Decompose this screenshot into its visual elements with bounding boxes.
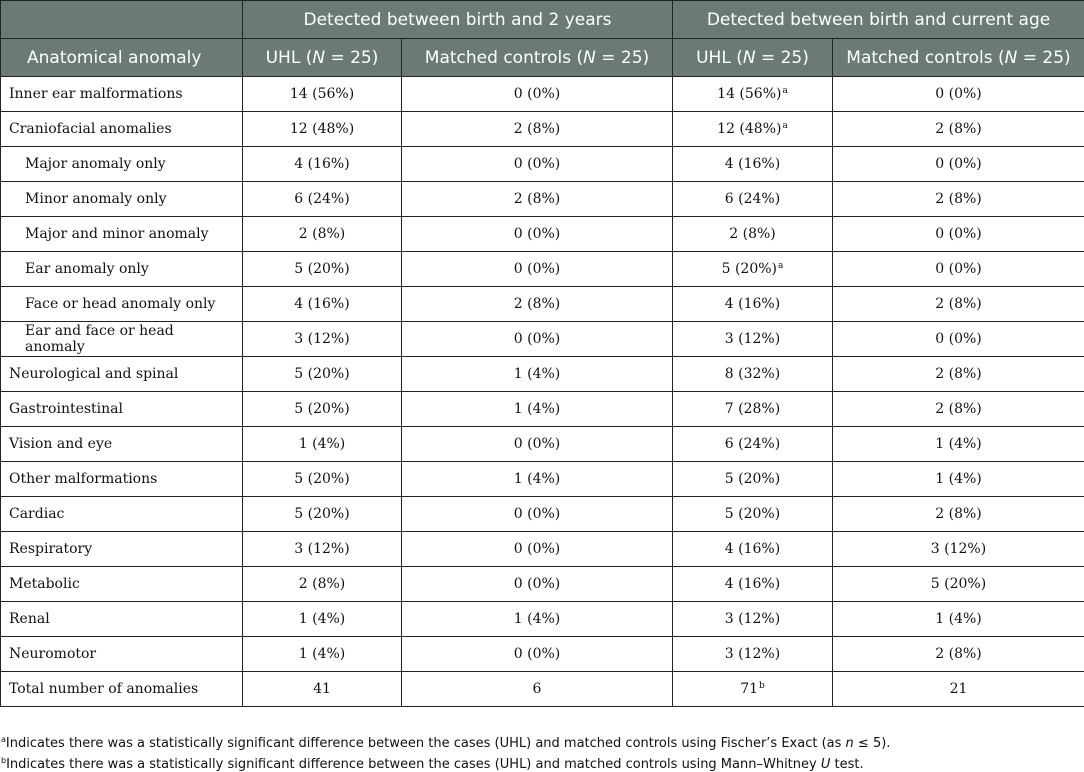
row-label: Renal — [1, 602, 243, 637]
row-label: Major anomaly only — [1, 147, 243, 182]
cell-uhl-current-age: 5 $(20\%)^a$ — [673, 252, 833, 287]
cell-uhl-2-years: 1 (4%) — [243, 637, 402, 672]
cell-uhl-current-age: 3 (12%) — [673, 322, 833, 357]
cell-uhl-2-years: 5 (20%) — [243, 392, 402, 427]
header-group-current-age: Detected between birth and current age — [673, 1, 1084, 39]
cell-uhl-current-age: 12 $(48\%)^a$ — [673, 112, 833, 147]
table-row — [1, 672, 1084, 707]
cell-uhl-2-years: 41 — [243, 672, 402, 707]
cell-controls-2-years: 2 (8%) — [402, 112, 673, 147]
cell-controls-current-age: 5 (20%) — [833, 567, 1084, 602]
table-row — [1, 252, 1084, 287]
header-uhl-2: UHL (N = 25) — [673, 39, 833, 77]
cell-controls-2-years: 0 (0%) — [402, 497, 673, 532]
footnote-marker: a — [778, 261, 784, 271]
cell-uhl-current-age: 3 (12%) — [673, 602, 833, 637]
table-row — [1, 112, 1084, 147]
footnote-marker: b — [759, 681, 765, 691]
cell-uhl-current-age: 71$^b$ — [673, 672, 833, 707]
row-label: Minor anomaly only — [1, 182, 243, 217]
row-label: Total number of anomalies — [1, 672, 243, 707]
cell-uhl-current-age: 4 (16%) — [673, 567, 833, 602]
row-label: Major and minor anomaly — [1, 217, 243, 252]
cell-controls-2-years: 0 (0%) — [402, 637, 673, 672]
row-label: Face or head anomaly only — [1, 287, 243, 322]
row-label: Gastrointestinal — [1, 392, 243, 427]
table-row — [1, 392, 1084, 427]
row-label: Ear and face or head anomaly — [1, 322, 243, 357]
cell-uhl-2-years: 6 (24%) — [243, 182, 402, 217]
cell-controls-current-age: 0 (0%) — [833, 217, 1084, 252]
cell-controls-2-years: 0 (0%) — [402, 252, 673, 287]
row-label: Respiratory — [1, 532, 243, 567]
cell-uhl-2-years: 5 (20%) — [243, 252, 402, 287]
cell-controls-current-age: 1 (4%) — [833, 427, 1084, 462]
cell-controls-current-age: 0 (0%) — [833, 252, 1084, 287]
cell-controls-2-years: 2 (8%) — [402, 287, 673, 322]
row-label: Craniofacial anomalies — [1, 112, 243, 147]
cell-uhl-current-age: 14 $(56\%)^a$ — [673, 77, 833, 112]
cell-uhl-current-age: 3 (12%) — [673, 637, 833, 672]
cell-controls-current-age: 1 (4%) — [833, 602, 1084, 637]
header-uhl-1: UHL (N = 25) — [243, 39, 402, 77]
cell-uhl-2-years: 5 (20%) — [243, 357, 402, 392]
table-row — [1, 427, 1084, 462]
table-row — [1, 462, 1084, 497]
cell-controls-2-years: 0 (0%) — [402, 427, 673, 462]
cell-controls-2-years: 0 (0%) — [402, 567, 673, 602]
row-label: Metabolic — [1, 567, 243, 602]
cell-uhl-2-years: 5 (20%) — [243, 497, 402, 532]
table-row — [1, 217, 1084, 252]
row-label: Vision and eye — [1, 427, 243, 462]
row-label: Inner ear malformations — [1, 77, 243, 112]
cell-controls-2-years: 1 (4%) — [402, 392, 673, 427]
cell-controls-2-years: 6 — [402, 672, 673, 707]
cell-controls-2-years: 0 (0%) — [402, 77, 673, 112]
table-row — [1, 322, 1084, 357]
cell-uhl-2-years: 14 (56%) — [243, 77, 402, 112]
row-label: Neuromotor — [1, 637, 243, 672]
cell-controls-2-years: 0 (0%) — [402, 147, 673, 182]
cell-controls-current-age: 1 (4%) — [833, 462, 1084, 497]
cell-uhl-current-age: 6 (24%) — [673, 427, 833, 462]
cell-controls-current-age: 21 — [833, 672, 1084, 707]
cell-controls-current-age: 2 (8%) — [833, 287, 1084, 322]
table-body — [1, 77, 1084, 707]
cell-uhl-2-years: 5 (20%) — [243, 462, 402, 497]
table-row — [1, 357, 1084, 392]
cell-controls-2-years: 2 (8%) — [402, 182, 673, 217]
table-row — [1, 532, 1084, 567]
cell-uhl-current-age: 8 (32%) — [673, 357, 833, 392]
cell-uhl-2-years: 1 (4%) — [243, 427, 402, 462]
cell-controls-current-age: 2 (8%) — [833, 392, 1084, 427]
cell-uhl-2-years: 2 (8%) — [243, 217, 402, 252]
row-label: Other malformations — [1, 462, 243, 497]
table-header — [1, 1, 1084, 77]
cell-controls-2-years: 0 (0%) — [402, 217, 673, 252]
table-row — [1, 637, 1084, 672]
cell-controls-current-age: 0 (0%) — [833, 147, 1084, 182]
row-label: Neurological and spinal — [1, 357, 243, 392]
cell-controls-2-years: 1 (4%) — [402, 462, 673, 497]
footnote-marker: a — [782, 121, 788, 131]
cell-controls-current-age: 0 (0%) — [833, 322, 1084, 357]
cell-uhl-2-years: 3 (12%) — [243, 532, 402, 567]
cell-uhl-current-age: 4 (16%) — [673, 287, 833, 322]
cell-controls-current-age: 2 (8%) — [833, 112, 1084, 147]
table-row — [1, 567, 1084, 602]
cell-controls-2-years: 0 (0%) — [402, 532, 673, 567]
row-label: Ear anomaly only — [1, 252, 243, 287]
cell-uhl-2-years: 12 (48%) — [243, 112, 402, 147]
table-row — [1, 497, 1084, 532]
footnote-b: $^b$Indicates there was a statistically significant difference between the cases (UHL) and matched controls using Mann–Whitney U test. — [1, 756, 864, 772]
footnote-marker: a — [782, 86, 788, 96]
cell-controls-current-age: 2 (8%) — [833, 637, 1084, 672]
cell-uhl-2-years: 2 (8%) — [243, 567, 402, 602]
cell-controls-current-age: 3 (12%) — [833, 532, 1084, 567]
header-group-2-years: Detected between birth and 2 years — [243, 1, 673, 39]
header-empty-cell — [1, 1, 243, 39]
table-row — [1, 77, 1084, 112]
cell-uhl-current-age: 6 (24%) — [673, 182, 833, 217]
cell-controls-current-age: 2 (8%) — [833, 357, 1084, 392]
cell-uhl-2-years: 4 (16%) — [243, 287, 402, 322]
cell-uhl-current-age: 2 (8%) — [673, 217, 833, 252]
cell-controls-current-age: 2 (8%) — [833, 497, 1084, 532]
cell-uhl-current-age: 7 (28%) — [673, 392, 833, 427]
cell-uhl-current-age: 5 (20%) — [673, 462, 833, 497]
table-row — [1, 182, 1084, 217]
cell-uhl-2-years: 4 (16%) — [243, 147, 402, 182]
row-label: Cardiac — [1, 497, 243, 532]
table-row — [1, 287, 1084, 322]
cell-uhl-current-age: 4 (16%) — [673, 532, 833, 567]
table-row — [1, 602, 1084, 637]
cell-controls-current-age: 2 (8%) — [833, 182, 1084, 217]
table-row — [1, 147, 1084, 182]
footnote-a: $^a$Indicates there was a statistically significant difference between the cases (UHL) and matched controls using Fischer’s Exact (as n ≤ 5). — [1, 735, 891, 751]
header-anatomical-anomaly: Anatomical anomaly — [1, 39, 243, 77]
cell-controls-current-age: 0 (0%) — [833, 77, 1084, 112]
cell-uhl-current-age: 5 (20%) — [673, 497, 833, 532]
cell-controls-2-years: 1 (4%) — [402, 602, 673, 637]
header-controls-1: Matched controls (N = 25) — [402, 39, 673, 77]
cell-uhl-current-age: 4 (16%) — [673, 147, 833, 182]
cell-controls-2-years: 1 (4%) — [402, 357, 673, 392]
cell-controls-2-years: 0 (0%) — [402, 322, 673, 357]
cell-uhl-2-years: 3 (12%) — [243, 322, 402, 357]
cell-uhl-2-years: 1 (4%) — [243, 602, 402, 637]
header-controls-2: Matched controls (N = 25) — [833, 39, 1084, 77]
